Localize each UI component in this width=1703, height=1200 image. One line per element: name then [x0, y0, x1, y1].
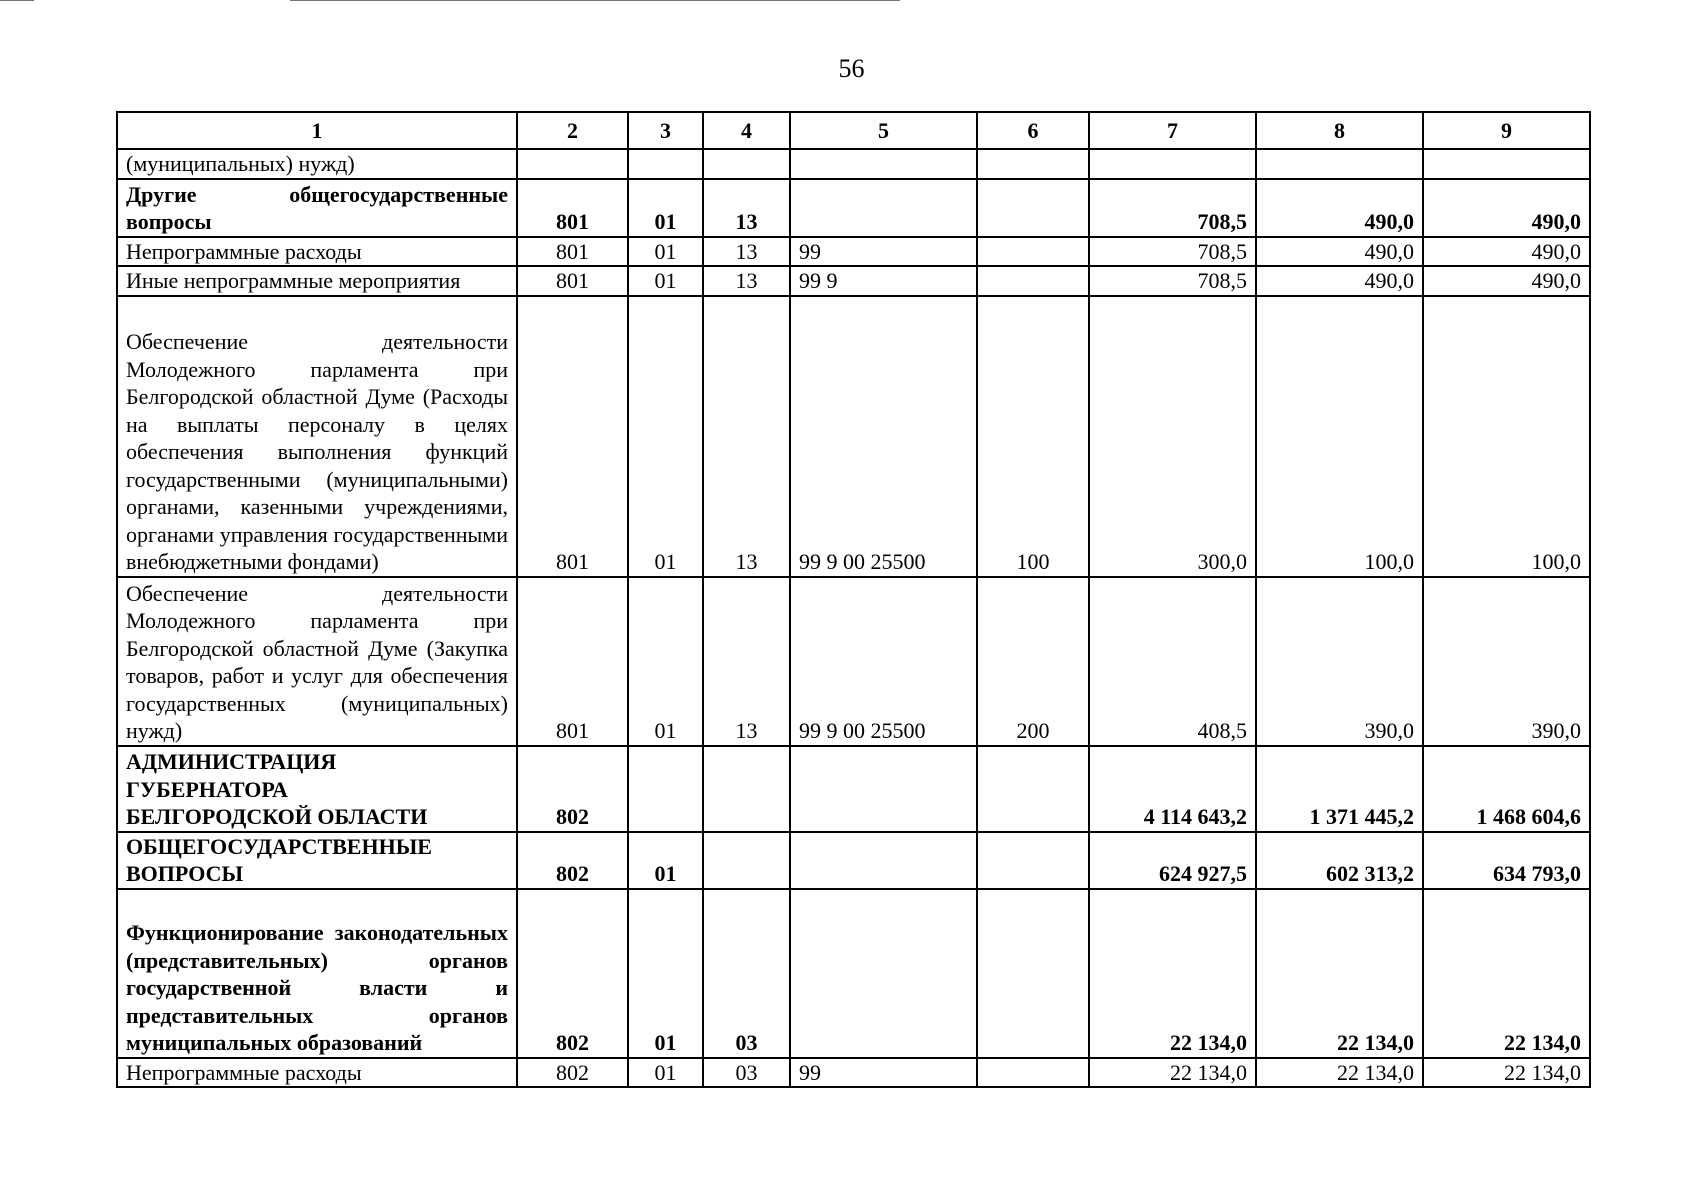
cell-expense-type: 100 — [977, 296, 1089, 577]
table-row — [117, 179, 1590, 237]
table-row — [117, 237, 1590, 267]
column-header: 6 — [977, 112, 1089, 149]
cell-section: 01 — [628, 266, 703, 296]
cell-amount-9: 490,0 — [1423, 179, 1590, 237]
row-name: Обеспечение деятельности Молодежного парламента при Белгородской областной Думе (Закупка товаров, работ и услуг для обеспечения государственных (муниципальных) нужд) — [117, 577, 517, 746]
table-row — [117, 577, 1590, 746]
scan-edge-line-top — [290, 0, 900, 1]
cell-amount-8: 490,0 — [1256, 237, 1423, 267]
cell-subsection: 13 — [703, 179, 790, 237]
cell-amount-7: 708,5 — [1089, 179, 1256, 237]
table-row — [117, 1058, 1590, 1088]
row-name: Другие общегосударственные вопросы — [117, 179, 517, 237]
cell-subsection — [703, 832, 790, 889]
cell-amount-8: 100,0 — [1256, 296, 1423, 577]
cell-subsection: 03 — [703, 1058, 790, 1088]
column-header: 2 — [517, 112, 628, 149]
row-name: Непрограммные расходы — [117, 1058, 517, 1088]
cell-amount-8: 22 134,0 — [1256, 1058, 1423, 1088]
cell-target-item: 99 9 — [790, 266, 977, 296]
cell-section: 01 — [628, 577, 703, 746]
cell-expense-type — [977, 889, 1089, 1058]
cell-amount-9: 634 793,0 — [1423, 832, 1590, 889]
cell-admin-code: 802 — [517, 889, 628, 1058]
row-name: Обеспечение деятельности Молодежного парламента при Белгородской областной Думе (Расходы на выплаты персоналу в целях обеспечения выполнения функций государственными (муниципальными) органами, казенными учреждениями, органами управления государственными внебюджетными фондами) — [117, 296, 517, 577]
row-name: Непрограммные расходы — [117, 237, 517, 267]
cell-admin-code: 802 — [517, 1058, 628, 1088]
cell-subsection — [703, 149, 790, 179]
cell-section — [628, 746, 703, 832]
row-name: Функционирование законодательных (представительных) органов государственной власти и представительных органов муниципальных образований — [117, 889, 517, 1058]
cell-section: 01 — [628, 889, 703, 1058]
table-row — [117, 296, 1590, 577]
cell-expense-type — [977, 237, 1089, 267]
cell-amount-7: 408,5 — [1089, 577, 1256, 746]
page-number: 56 — [838, 54, 865, 83]
cell-subsection: 13 — [703, 296, 790, 577]
cell-target-item: 99 9 00 25500 — [790, 577, 977, 746]
cell-amount-9: 22 134,0 — [1423, 889, 1590, 1058]
cell-admin-code: 801 — [517, 237, 628, 267]
column-header: 4 — [703, 112, 790, 149]
cell-section: 01 — [628, 179, 703, 237]
cell-expense-type — [977, 746, 1089, 832]
cell-target-item: 99 — [790, 1058, 977, 1088]
cell-subsection — [703, 746, 790, 832]
cell-amount-8: 602 313,2 — [1256, 832, 1423, 889]
cell-target-item — [790, 889, 977, 1058]
cell-admin-code: 802 — [517, 746, 628, 832]
scan-edge-line-left — [0, 0, 34, 1]
cell-amount-7 — [1089, 149, 1256, 179]
cell-admin-code: 802 — [517, 832, 628, 889]
cell-amount-9: 22 134,0 — [1423, 1058, 1590, 1088]
table-row — [117, 832, 1590, 889]
column-header: 3 — [628, 112, 703, 149]
cell-target-item — [790, 149, 977, 179]
cell-subsection: 03 — [703, 889, 790, 1058]
column-header: 8 — [1256, 112, 1423, 149]
cell-expense-type — [977, 149, 1089, 179]
cell-subsection: 13 — [703, 266, 790, 296]
table-row — [117, 746, 1590, 832]
cell-amount-8: 1 371 445,2 — [1256, 746, 1423, 832]
cell-section — [628, 149, 703, 179]
cell-amount-8: 490,0 — [1256, 179, 1423, 237]
cell-section: 01 — [628, 237, 703, 267]
cell-subsection: 13 — [703, 237, 790, 267]
cell-expense-type: 200 — [977, 577, 1089, 746]
cell-expense-type — [977, 832, 1089, 889]
cell-amount-7: 4 114 643,2 — [1089, 746, 1256, 832]
cell-amount-8 — [1256, 149, 1423, 179]
cell-admin-code: 801 — [517, 179, 628, 237]
table-row — [117, 149, 1590, 179]
cell-amount-7: 22 134,0 — [1089, 889, 1256, 1058]
cell-amount-8: 22 134,0 — [1256, 889, 1423, 1058]
column-header: 7 — [1089, 112, 1256, 149]
table-row — [117, 889, 1590, 1058]
row-name: АДМИНИСТРАЦИЯ ГУБЕРНАТОРА БЕЛГОРОДСКОЙ ОБЛАСТИ — [117, 746, 517, 832]
column-header: 5 — [790, 112, 977, 149]
cell-amount-7: 300,0 — [1089, 296, 1256, 577]
cell-section: 01 — [628, 296, 703, 577]
cell-section: 01 — [628, 1058, 703, 1088]
cell-admin-code — [517, 149, 628, 179]
column-header: 1 — [117, 112, 517, 149]
cell-amount-7: 624 927,5 — [1089, 832, 1256, 889]
cell-amount-9: 490,0 — [1423, 237, 1590, 267]
cell-amount-9: 1 468 604,6 — [1423, 746, 1590, 832]
cell-admin-code: 801 — [517, 266, 628, 296]
budget-table — [116, 111, 1591, 1088]
row-name: ОБЩЕГОСУДАРСТВЕННЫЕ ВОПРОСЫ — [117, 832, 517, 889]
cell-amount-9: 100,0 — [1423, 296, 1590, 577]
cell-amount-8: 390,0 — [1256, 577, 1423, 746]
cell-target-item — [790, 746, 977, 832]
cell-amount-7: 708,5 — [1089, 237, 1256, 267]
cell-amount-9 — [1423, 149, 1590, 179]
cell-target-item — [790, 179, 977, 237]
table-row — [117, 266, 1590, 296]
column-header: 9 — [1423, 112, 1590, 149]
cell-expense-type — [977, 1058, 1089, 1088]
cell-amount-7: 22 134,0 — [1089, 1058, 1256, 1088]
cell-amount-8: 490,0 — [1256, 266, 1423, 296]
cell-amount-7: 708,5 — [1089, 266, 1256, 296]
cell-target-item: 99 — [790, 237, 977, 267]
table-header-row — [117, 112, 1590, 149]
cell-expense-type — [977, 266, 1089, 296]
cell-target-item: 99 9 00 25500 — [790, 296, 977, 577]
row-name: Иные непрограммные мероприятия — [117, 266, 517, 296]
cell-amount-9: 390,0 — [1423, 577, 1590, 746]
cell-admin-code: 801 — [517, 296, 628, 577]
row-name: (муниципальных) нужд) — [117, 149, 517, 179]
cell-section: 01 — [628, 832, 703, 889]
cell-subsection: 13 — [703, 577, 790, 746]
cell-expense-type — [977, 179, 1089, 237]
cell-target-item — [790, 832, 977, 889]
cell-admin-code: 801 — [517, 577, 628, 746]
cell-amount-9: 490,0 — [1423, 266, 1590, 296]
